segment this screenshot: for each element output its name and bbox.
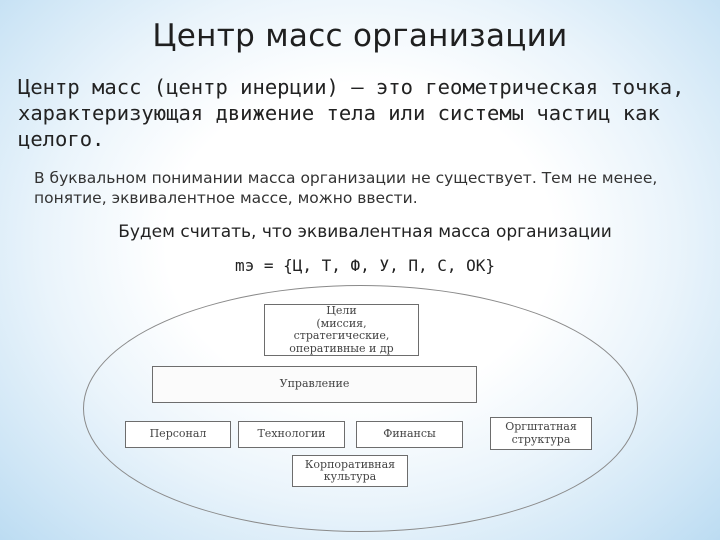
org-structure-line-2: структура [511, 432, 571, 446]
goals-line-4: оперативные и др [289, 341, 394, 355]
goals-line-3: стратегические, [293, 329, 390, 342]
assumption-text: Будем считать, что эквивалентная масса организации [118, 222, 612, 242]
finance-label: Финансы [383, 427, 436, 441]
slide-title: Центр масс организации [152, 18, 568, 54]
org-structure-line-1: Оргштатная [505, 420, 577, 433]
personnel-box [125, 421, 231, 448]
goals-line-2: (миссия, [316, 316, 367, 330]
finance-box [356, 421, 463, 448]
personnel-label: Персонал [149, 427, 207, 441]
technologies-label: Технологии [257, 427, 326, 441]
goals-box [264, 304, 419, 356]
management-label: Управление [279, 377, 350, 391]
corporate-culture-line-2: культура [323, 470, 377, 483]
org-structure-box [490, 417, 592, 450]
note-text: В буквальном понимании масса организации не существует. Тем не менее, понятие, эквивалентное массе, можно ввести. [34, 169, 658, 207]
definition-text: Центр масс (центр инерции) – это геометрическая точка, характеризующая движение тела или системы частиц как целого. [18, 75, 685, 151]
corporate-culture-box [292, 455, 408, 487]
goals-line-1: Цели [326, 304, 357, 317]
corporate-culture-line-1: Корпоративная [304, 457, 396, 471]
technologies-box [238, 421, 345, 448]
mass-formula: mэ = {Ц, Т, Ф, У, П, С, ОК} [234, 256, 496, 275]
management-box [152, 366, 477, 403]
